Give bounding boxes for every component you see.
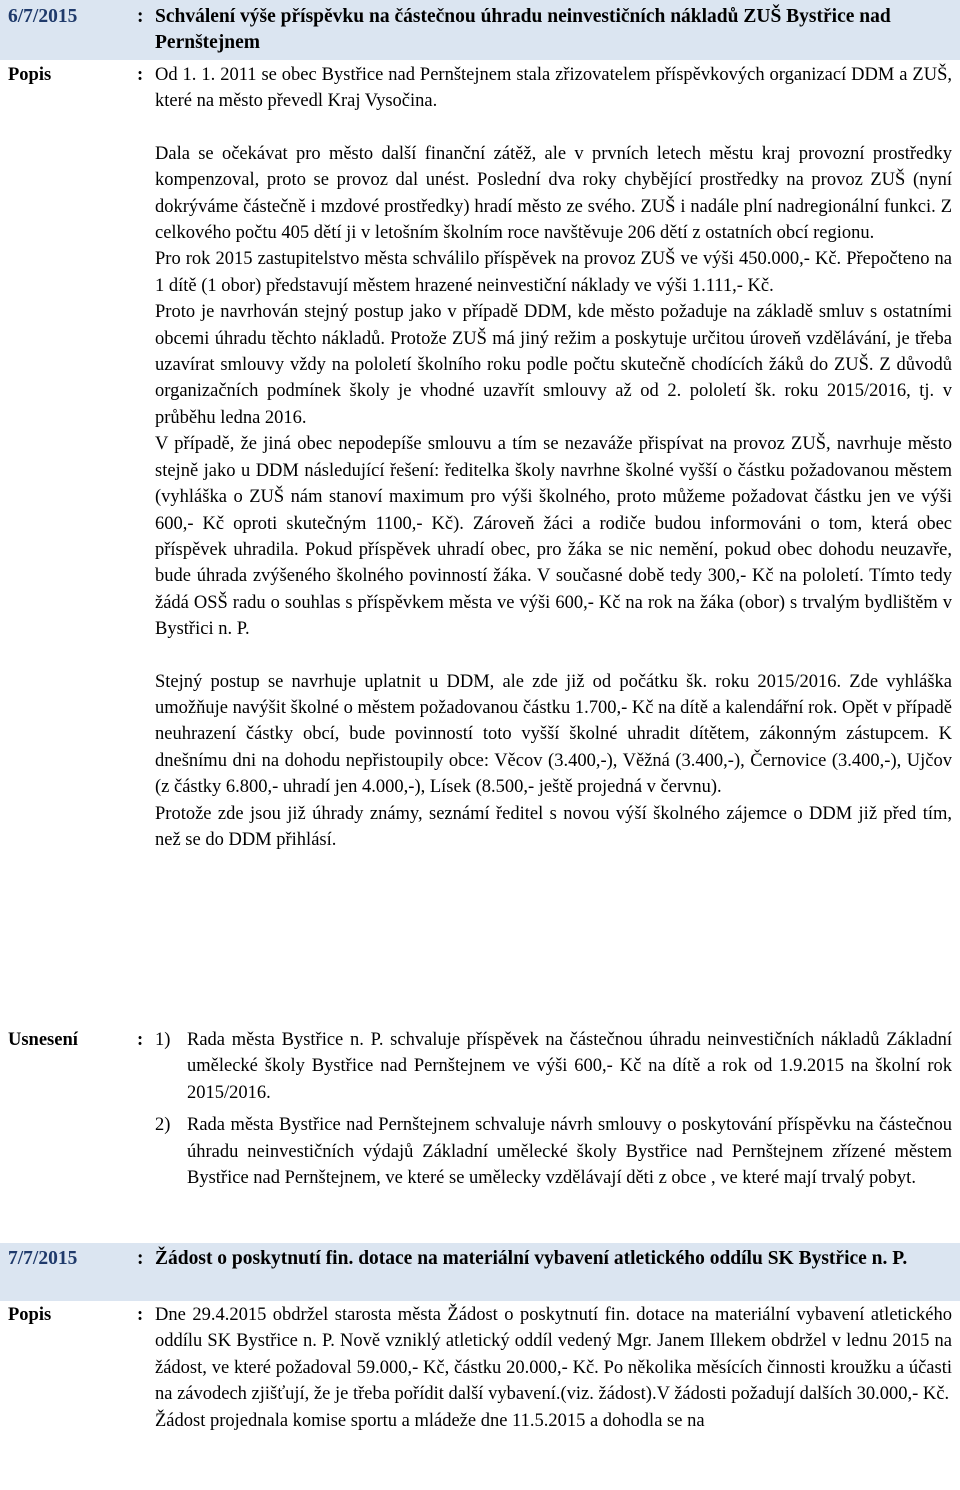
item1-popis-label: Popis: [8, 65, 52, 85]
item1-usneseni-colon: :: [137, 1030, 144, 1050]
item1-title-colon: :: [137, 6, 144, 27]
resolution-item: [155, 1112, 952, 1191]
item2-number: 7/7/2015: [8, 1248, 78, 1269]
item1-resolutions: [155, 1027, 952, 1191]
resolution-number: 2): [155, 1115, 171, 1136]
item1-title: Schválení výše příspěvku na částečnou úhradu neinvestičních nákladů ZUŠ Bystřice nad Pernštejnem: [155, 6, 891, 54]
item1-usneseni-label: Usnesení: [8, 1030, 78, 1050]
item2-popis-colon: :: [137, 1305, 144, 1325]
item2-title-colon: :: [137, 1248, 144, 1269]
item1-paragraph: Stejný postup se navrhuje uplatnit u DDM, ale zde již od počátku šk. roku 2015/2016. Zde vyhláška umožňuje navýšit školné o městem požadovanou částku 1.700,- Kč na dítě a kalendářní rok. Opět v případě neuhrazení částky obcí, bude povinností toto vyšší školné uhradit dítětem, zákonným zástupcem. K dnešnímu dni na dohodu nepřistoupily obce: Věcov (3.400,-), Věžná (3.400,-), Černovice (3.400,-), Ujčov (z částky 6.800,- uhradí jen 4.000,-), Lísek (8.500,- ještě projedná v červnu).: [155, 671, 952, 798]
item2-paragraph: Dne 29.4.2015 obdržel starosta města Žádost o poskytnutí fin. dotace na materiální vybavení atletického oddílu SK Bystřice n. P. Nově vzniklý atletický oddíl vedený Mgr. Janem Illekem obdržel v lednu 2015 na žádost, ve které požadoval 59.000,- Kč, částku 20.000,- Kč. Po několika měsících činnosti kroužku a účasti na závodech zjišťují, že je třeba pořídit další vybavení.(viz. žádost).V žádosti požadují dalších 30.000,- Kč.: [155, 1305, 952, 1405]
item2-title: Žádost o poskytnutí fin. dotace na materiální vybavení atletického oddílu SK Bystřice n. P.: [155, 1248, 908, 1269]
item1-paragraph: Dala se očekávat pro město další finanční zátěž, ale v prvních letech městu kraj provozní prostředky kompenzoval, proto se provoz dal unést. Poslední dva roky chybějící prostředky na provoz ZUŠ (nyní dokrýváme částečně i mzdové prostředky) hradí město ze svého. ZUŠ i nadále plní nadregionální funkci. Z celkového počtu 405 dětí ji v letošním školním roce navštěvuje 206 dětí z ostatních obcí regionu.: [155, 143, 952, 244]
item1-popis-colon: :: [137, 65, 144, 85]
resolution-text: Rada města Bystřice nad Pernštejnem schvaluje návrh smlouvy o poskytování příspěvku na částečnou úhradu neinvestičních výdajů Základní umělecké školy Bystřice nad Pernštejnem zřízené městem Bystřice nad Pernštejnem, ve které se umělecky vzdělávají děti z obce , ve které mají trvalý pobyt.: [187, 1115, 952, 1189]
item1-paragraph: Protože zde jsou již úhrady známy, seznámí ředitel s novou výší školného zájemce o DDM již před tím, než se do DDM přihlásí.: [155, 803, 952, 850]
item1-paragraph: V případě, že jiná obec nepodepíše smlouvu a tím se nezaváže přispívat na provoz ZUŠ, navrhuje město stejně jako u DDM následující řešení: ředitelka školy navrhne školné vyšší o částku požadovanou městem (vyhláška o ZUŠ nám stanoví maximum pro výši školného, proto můžeme požadovat částku jen ve výši 600,- Kč oproti skutečným 1100,- Kč). Zároveň žáci a rodiče budou informováni o tom, která obec příspěvek uhradila. Pokud příspěvek uhradí obec, pro žáka se nic nemění, pokud obec dohodu neuzavře, bude úhrada zvýšeného školného povinností žáka. V současné době tedy 300,- Kč na pololetí. Tímto tedy žádá OSŠ radu o souhlas s příspěvkem města ve výši 600,- Kč na rok na žáka (obor) s trvalým bydlištěm v Bystřici n. P.: [155, 434, 952, 640]
resolution-text: Rada města Bystřice n. P. schvaluje příspěvek na částečnou úhradu neinvestičních nákladů Základní umělecké školy Bystřice nad Pernštejnem ve výši 600,- Kč na dítě a rok od 1.9.2015 na školní rok 2015/2016.: [187, 1030, 952, 1103]
item1-number: 6/7/2015: [8, 6, 78, 27]
item2-popis-body: [155, 1302, 952, 1434]
item2-paragraph: Žádost projednala komise sportu a mládeže dne 11.5.2015 a dohodla se na: [155, 1410, 705, 1431]
item1-popis-body: [155, 62, 952, 853]
item1-paragraph: Pro rok 2015 zastupitelstvo města schválilo příspěvek na provoz ZUŠ ve výši 450.000,- Kč. Přepočteno na 1 dítě (1 obor) představují městem hrazené neinvestiční náklady ve výši 1.111,- Kč.: [155, 249, 952, 296]
item1-paragraph: Proto je navrhován stejný postup jako v případě DDM, kde město požaduje na základě smluv s ostatními obcemi úhradu těchto nákladů. Protože ZUŠ má jiný režim a poskytuje určitou úroveň vzdělávání, je třeba uzavírat smlouvy vždy na pololetí školního roku podle počtu skutečně chodících žáků do ZUŠ. Z důvodů organizačních podmínek školy je vhodné uzavřít smlouvy až od 2. pololetí šk. roku 2015/2016, tj. v průběhu ledna 2016.: [155, 302, 952, 428]
resolution-item: [155, 1027, 952, 1106]
resolution-number: 1): [155, 1030, 171, 1050]
item1-paragraph: Od 1. 1. 2011 se obec Bystřice nad Pernštejnem stala zřizovatelem příspěvkových organizací DDM a ZUŠ, které na město převedl Kraj Vysočina.: [155, 65, 952, 112]
item2-popis-label: Popis: [8, 1305, 52, 1325]
